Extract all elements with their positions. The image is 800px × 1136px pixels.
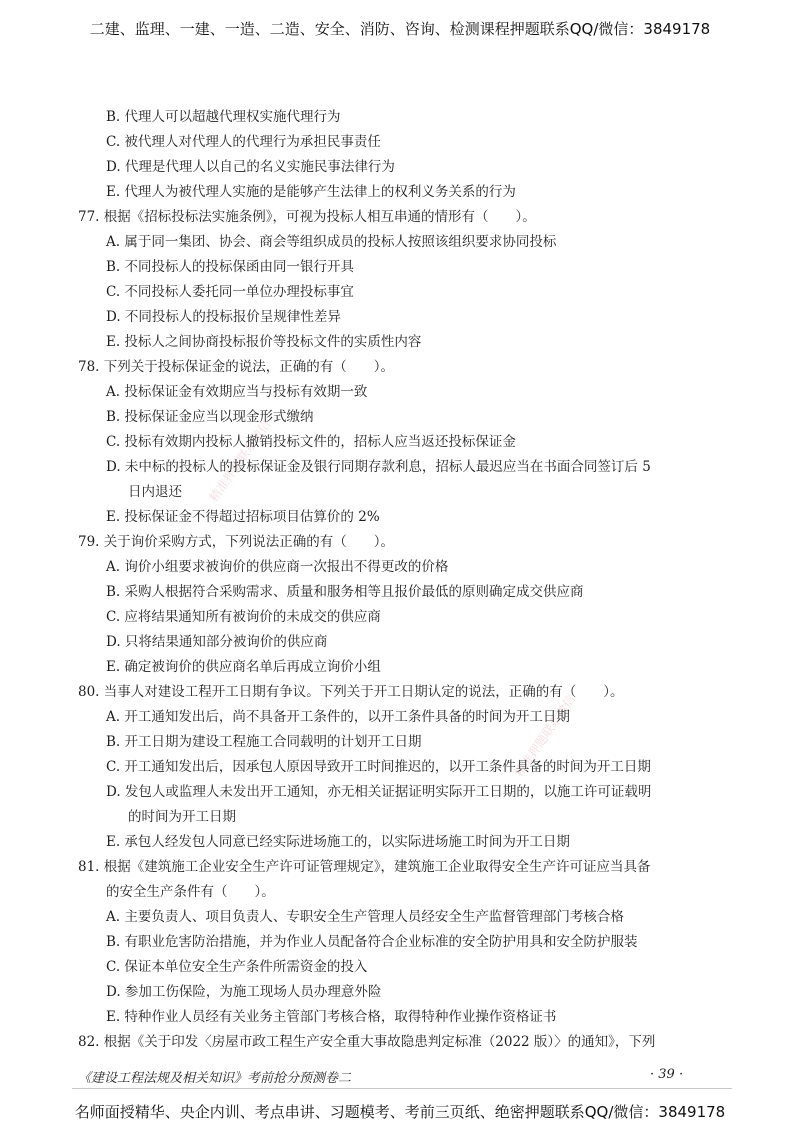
option-line: C. 被代理人对代理人的代理行为承担民事责任 [106, 134, 381, 150]
option-line: B. 有职业危害防治措施，并为作业人员配备符合企业标准的安全防护用具和安全防护服装 [106, 934, 638, 950]
option-line: A. 询价小组要求被询价的供应商一次报出不得更改的价格 [106, 559, 449, 575]
option-line: E. 确定被询价的供应商名单后再成立询价小组 [106, 659, 381, 675]
option-line: A. 主要负责人、项目负责人、专职安全生产管理人员经安全生产监督管理部门考核合格 [106, 909, 624, 925]
option-line: B. 不同投标人的投标保函由同一银行开具 [106, 259, 355, 275]
option-line: E. 代理人为被代理人实施的是能够产生法律上的权利义务关系的行为 [106, 184, 516, 200]
option-line: E. 承包人经发包人同意已经实际进场施工的，以实际进场施工时间为开工日期 [106, 834, 570, 850]
option-line: D. 代理是代理人以自己的名义实施民事法律行为 [106, 159, 395, 175]
option-line: D. 不同投标人的投标报价呈规律性差异 [106, 309, 341, 325]
top-banner: 二建、监理、一建、一造、二造、安全、消防、咨询、检测课程押题联系QQ/微信：3849178 [89, 20, 711, 38]
question-81: 81. 根据《建筑施工企业安全生产许可证管理规定》，建筑施工企业取得安全生产许可证应当具备 [78, 859, 651, 875]
option-line: B. 采购人根据符合采购需求、质量和服务相等且报价最低的原则确定成交供应商 [106, 584, 584, 600]
question-continuation: 的安全生产条件有（ ）。 [106, 884, 275, 900]
watermark: 精准押题联系微信 [206, 417, 274, 505]
option-line: C. 保证本单位安全生产条件所需资金的投入 [106, 959, 368, 975]
option-line: D. 参加工伤保险，为施工现场人员办理意外险 [106, 984, 382, 1000]
option-line: E. 投标人之间协商投标报价等投标文件的实质性内容 [106, 334, 422, 350]
question-78: 78. 下列关于投标保证金的说法，正确的有（ ）。 [78, 359, 395, 375]
question-80: 80. 当事人对建设工程开工日期有争议。下列关于开工日期认定的说法，正确的有（ ）。 [78, 684, 624, 700]
option-line: A. 开工通知发出后，尚不具备开工条件的，以开工条件具备的时间为开工日期 [106, 709, 570, 725]
page-number: · 39 · [650, 1067, 684, 1082]
option-line: A. 属于同一集团、协会、商会等组织成员的投标人按照该组织要求协同投标 [106, 234, 557, 250]
option-line: B. 代理人可以超越代理权实施代理行为 [106, 109, 341, 125]
option-line: C. 不同投标人委托同一单位办理投标事宜 [106, 284, 354, 300]
bottom-banner: 名师面授精华、央企内训、考点串讲、习题模考、考前三页纸、绝密押题联系QQ/微信：3849178 [74, 1103, 726, 1121]
option-line: B. 投标保证金应当以现金形式缴纳 [106, 409, 314, 425]
footer-book-title: 《建设工程法规及相关知识》考前抢分预测卷二 [78, 1071, 352, 1086]
option-continuation: 的时间为开工日期 [128, 809, 236, 825]
watermark: 精准押题联系微信 [511, 692, 579, 780]
option-line: D. 发包人或监理人未发出开工通知，亦无相关证据证明实际开工日期的，以施工许可证载明 [106, 784, 652, 800]
footer-divider [72, 1088, 732, 1089]
option-line: C. 开工通知发出后，因承包人原因导致开工时间推迟的，以开工条件具备的时间为开工日期 [106, 759, 651, 775]
option-line: E. 特种作业人员经有关业务主管部门考核合格，取得特种作业操作资格证书 [106, 1009, 557, 1025]
option-line: D. 只将结果通知部分被询价的供应商 [106, 634, 328, 650]
option-line: C. 应将结果通知所有被询价的未成交的供应商 [106, 609, 381, 625]
question-82: 82. 根据《关于印发〈房屋市政工程生产安全重大事故隐患判定标准（2022 版）〉的通知》，下列 [78, 1034, 656, 1050]
option-continuation: 日内退还 [128, 484, 182, 500]
option-line: D. 未中标的投标人的投标保证金及银行同期存款利息，招标人最迟应当在书面合同签订后 5 [106, 459, 651, 475]
option-line: E. 投标保证金不得超过招标项目估算价的 2% [106, 509, 380, 525]
question-77: 77. 根据《招标投标法实施条例》，可视为投标人相互串通的情形有（ ）。 [78, 209, 536, 225]
question-79: 79. 关于询价采购方式，下列说法正确的有（ ）。 [78, 534, 395, 550]
option-line: B. 开工日期为建设工程施工合同载明的计划开工日期 [106, 734, 422, 750]
option-line: C. 投标有效期内投标人撤销投标文件的，招标人应当返还投标保证金 [106, 434, 516, 450]
option-line: A. 投标保证金有效期应当与投标有效期一致 [106, 384, 368, 400]
